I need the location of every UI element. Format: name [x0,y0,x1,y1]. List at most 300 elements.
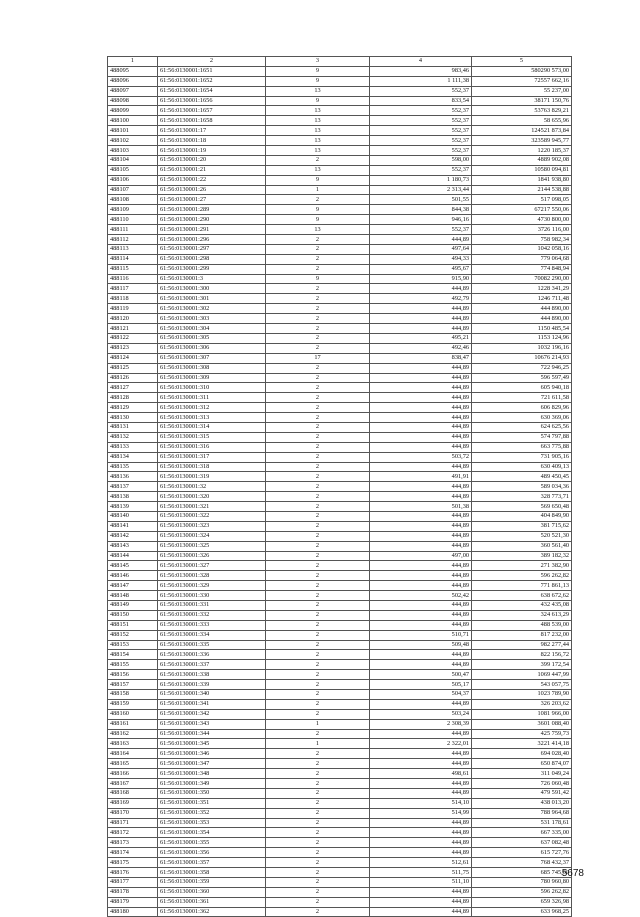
table-row [108,86,572,96]
table-cell: 488112 [108,235,158,245]
table-cell: 630 409,13 [472,462,572,472]
table-cell: 488106 [108,175,158,185]
table-cell: 61:56:0130001:326 [158,551,266,561]
table-cell: 596 262,82 [472,571,572,581]
table-row [108,828,572,838]
table-row [108,709,572,719]
table-cell: 444,89 [370,393,472,403]
table-cell: 2 [266,591,370,601]
table-cell: 61:56:0130001:349 [158,779,266,789]
table-cell: 61:56:0130001:333 [158,620,266,630]
table-cell: 13 [266,86,370,96]
table-row [108,769,572,779]
table-cell: 2 [266,521,370,531]
table-cell: 61:56:0130001:289 [158,205,266,215]
table-cell: 2 [266,561,370,571]
table-cell: 946,16 [370,215,472,225]
table-cell: 61:56:0130001:332 [158,610,266,620]
table-cell: 2 [266,610,370,620]
table-cell: 552,37 [370,146,472,156]
table-row [108,432,572,442]
table-cell: 982 277,44 [472,640,572,650]
table-cell: 488171 [108,818,158,828]
table-cell: 2 [266,571,370,581]
table-cell: 13 [266,146,370,156]
table-cell: 624 625,56 [472,422,572,432]
table-cell: 2 [266,462,370,472]
table-cell: 650 874,07 [472,759,572,769]
table-row [108,284,572,294]
table-cell: 2 [266,670,370,680]
table-cell: 61:56:0130001:1657 [158,106,266,116]
table-cell: 495,67 [370,264,472,274]
table-row [108,215,572,225]
table-cell: 360 561,40 [472,541,572,551]
table-row [108,482,572,492]
table-cell: 53763 829,21 [472,106,572,116]
table-cell: 444,89 [370,887,472,897]
table-cell: 488121 [108,324,158,334]
table-row [108,175,572,185]
table-cell: 758 982,34 [472,235,572,245]
table-row [108,531,572,541]
table-cell: 61:56:0130001:336 [158,650,266,660]
table-cell: 61:56:0130001:22 [158,175,266,185]
table-cell: 61:56:0130001:353 [158,818,266,828]
table-cell: 2 [266,403,370,413]
table-cell: 2 [266,442,370,452]
table-cell: 552,37 [370,165,472,175]
table-cell: 574 797,88 [472,432,572,442]
table-cell: 488150 [108,610,158,620]
table-cell: 13 [266,126,370,136]
table-cell: 61:56:0130001:313 [158,413,266,423]
table-cell: 444,89 [370,324,472,334]
table-cell: 61:56:0130001:314 [158,422,266,432]
table-cell: 779 064,68 [472,254,572,264]
table-cell: 444,89 [370,828,472,838]
table-cell: 552,37 [370,116,472,126]
data-table [107,56,572,917]
table-cell: 488096 [108,76,158,86]
table-cell: 1220 185,37 [472,146,572,156]
table-cell: 488117 [108,284,158,294]
table-cell: 9 [266,175,370,185]
table-row [108,126,572,136]
table-row [108,551,572,561]
table-cell: 17 [266,353,370,363]
table-cell: 510,71 [370,630,472,640]
table-cell: 13 [266,106,370,116]
table-cell: 2 [266,808,370,818]
table-header-row [108,57,572,67]
table-cell: 488157 [108,680,158,690]
table-cell: 61:56:0130001:3 [158,274,266,284]
table-cell: 497,64 [370,244,472,254]
table-cell: 2 [266,294,370,304]
table-cell: 488104 [108,155,158,165]
table-row [108,541,572,551]
table-row [108,383,572,393]
table-cell: 444,89 [370,660,472,670]
table-cell: 61:56:0130001:344 [158,729,266,739]
table-cell: 2 [266,343,370,353]
table-cell: 514,10 [370,798,472,808]
table-cell: 70082 290,00 [472,274,572,284]
table-row [108,779,572,789]
table-cell: 61:56:0130001:17 [158,126,266,136]
table-cell: 61:56:0130001:324 [158,531,266,541]
table-cell: 444,89 [370,571,472,581]
table-cell: 511,75 [370,868,472,878]
table-row [108,690,572,700]
table-cell: 497,00 [370,551,472,561]
table-cell: 61:56:0130001:27 [158,195,266,205]
table-cell: 444,89 [370,620,472,630]
table-row [108,610,572,620]
table-cell: 492,79 [370,294,472,304]
table-cell: 61:56:0130001:1658 [158,116,266,126]
table-cell: 488124 [108,353,158,363]
table-cell: 780 960,80 [472,877,572,887]
table-cell: 504,37 [370,690,472,700]
table-cell: 1246 711,48 [472,294,572,304]
table-cell: 495,21 [370,333,472,343]
table-row [108,185,572,195]
table-row [108,136,572,146]
table-cell: 491,91 [370,472,472,482]
table-cell: 685 745,00 [472,868,572,878]
table-cell: 488142 [108,531,158,541]
table-cell: 323589 945,77 [472,136,572,146]
table-cell: 844,38 [370,205,472,215]
table-cell: 488120 [108,314,158,324]
table-cell: 2 [266,779,370,789]
table-cell: 1841 938,80 [472,175,572,185]
table-cell: 488166 [108,769,158,779]
table-cell: 488134 [108,452,158,462]
table-cell: 9 [266,274,370,284]
table-cell: 1042 058,16 [472,244,572,254]
table-cell: 2 [266,709,370,719]
table-row [108,630,572,640]
table-cell: 326 203,62 [472,699,572,709]
table-row [108,492,572,502]
table-cell: 55 237,00 [472,86,572,96]
table-cell: 488107 [108,185,158,195]
table-cell: 61:56:0130001:298 [158,254,266,264]
table-cell: 503,72 [370,452,472,462]
table-cell: 2 [266,690,370,700]
table-row [108,620,572,630]
table-cell: 61:56:0130001:308 [158,363,266,373]
table-cell: 1 [266,719,370,729]
table-cell: 514,99 [370,808,472,818]
table-cell: 2 [266,798,370,808]
table-cell: 61:56:0130001:19 [158,146,266,156]
table-cell: 61:56:0130001:320 [158,492,266,502]
table-cell: 488135 [108,462,158,472]
table-row [108,581,572,591]
table-cell: 61:56:0130001:300 [158,284,266,294]
table-cell: 488178 [108,887,158,897]
table-cell: 2 [266,413,370,423]
table-cell: 488144 [108,551,158,561]
table-cell: 61:56:0130001:21 [158,165,266,175]
table-row [108,818,572,828]
table-cell: 2 [266,897,370,907]
table-row [108,333,572,343]
table-row [108,907,572,917]
table-cell: 615 727,76 [472,848,572,858]
table-cell: 488133 [108,442,158,452]
table-cell: 488111 [108,225,158,235]
table-row [108,788,572,798]
table-cell: 444,89 [370,432,472,442]
table-cell: 488167 [108,779,158,789]
table-cell: 552,37 [370,126,472,136]
table-row [108,511,572,521]
table-cell: 61:56:0130001:348 [158,769,266,779]
table-row [108,571,572,581]
table-row [108,294,572,304]
table-cell: 488176 [108,868,158,878]
table-row [108,235,572,245]
table-cell: 2 [266,868,370,878]
table-cell: 61:56:0130001:321 [158,502,266,512]
table-row [108,739,572,749]
table-cell: 488095 [108,66,158,76]
table-cell: 61:56:0130001:357 [158,858,266,868]
table-cell: 663 775,88 [472,442,572,452]
table-cell: 61:56:0130001:329 [158,581,266,591]
table-cell: 488126 [108,373,158,383]
table-cell: 2 [266,531,370,541]
table-cell: 444,89 [370,759,472,769]
table-cell: 444,89 [370,383,472,393]
table-cell: 61:56:0130001:327 [158,561,266,571]
table-row [108,442,572,452]
table-row [108,561,572,571]
table-cell: 2 308,39 [370,719,472,729]
table-cell: 444,89 [370,600,472,610]
table-row [108,502,572,512]
table-cell: 61:56:0130001:296 [158,235,266,245]
table-cell: 788 964,68 [472,808,572,818]
table-cell: 1228 341,29 [472,284,572,294]
table-row [108,165,572,175]
table-cell: 61:56:0130001:350 [158,788,266,798]
table-cell: 61:56:0130001:343 [158,719,266,729]
table-row [108,353,572,363]
table-cell: 61:56:0130001:360 [158,887,266,897]
table-cell: 488105 [108,165,158,175]
table-cell: 444,89 [370,284,472,294]
table-cell: 580290 573,00 [472,66,572,76]
table-cell: 4730 800,00 [472,215,572,225]
table-cell: 2 313,44 [370,185,472,195]
table-cell: 2 [266,759,370,769]
table-cell: 2 322,01 [370,739,472,749]
table-cell: 501,38 [370,502,472,512]
table-cell: 915,90 [370,274,472,284]
table-cell: 488149 [108,600,158,610]
table-row [108,373,572,383]
table-cell: 2 [266,284,370,294]
table-cell: 2 [266,511,370,521]
table-row [108,195,572,205]
table-cell: 444,89 [370,838,472,848]
table-cell: 488146 [108,571,158,581]
table-cell: 2 [266,551,370,561]
table-row [108,591,572,601]
table-cell: 494,33 [370,254,472,264]
table-cell: 3601 088,40 [472,719,572,729]
table-cell: 488125 [108,363,158,373]
table-cell: 3221 414,18 [472,739,572,749]
table-cell: 61:56:0130001:361 [158,897,266,907]
table-cell: 479 591,42 [472,788,572,798]
table-cell: 2 [266,600,370,610]
table-cell: 2 [266,195,370,205]
table-cell: 488165 [108,759,158,769]
table-cell: 2 [266,877,370,887]
table-row [108,343,572,353]
table-cell: 444,89 [370,462,472,472]
table-row [108,205,572,215]
table-cell: 444,89 [370,314,472,324]
table-row [108,848,572,858]
table-row [108,858,572,868]
table-row [108,887,572,897]
table-cell: 444,89 [370,581,472,591]
table-cell: 488102 [108,136,158,146]
table-cell: 488123 [108,343,158,353]
table-cell: 1069 447,99 [472,670,572,680]
table-cell: 444,89 [370,779,472,789]
table-cell: 61:56:0130001:309 [158,373,266,383]
table-cell: 543 057,75 [472,680,572,690]
table-cell: 605 940,18 [472,383,572,393]
table-cell: 2 [266,640,370,650]
table-cell: 488152 [108,630,158,640]
table-cell: 432 435,08 [472,600,572,610]
table-cell: 2 [266,472,370,482]
table-cell: 9 [266,96,370,106]
table-cell: 72557 662,16 [472,76,572,86]
table-cell: 444,89 [370,304,472,314]
table-row [108,304,572,314]
table-cell: 13 [266,225,370,235]
table-cell: 61:56:0130001:319 [158,472,266,482]
table-cell: 768 432,37 [472,858,572,868]
table-row [108,116,572,126]
table-cell: 489 450,45 [472,472,572,482]
table-cell: 1150 485,54 [472,324,572,334]
table-cell: 488138 [108,492,158,502]
table-cell: 1153 124,96 [472,333,572,343]
table-cell: 488164 [108,749,158,759]
table-cell: 822 156,72 [472,650,572,660]
table-row [108,877,572,887]
table-cell: 2 [266,769,370,779]
table-cell: 381 715,62 [472,521,572,531]
table-cell: 488130 [108,413,158,423]
table-cell: 9 [266,66,370,76]
table-cell: 505,17 [370,680,472,690]
table-cell: 488145 [108,561,158,571]
table-body [108,66,572,917]
table-cell: 61:56:0130001:291 [158,225,266,235]
table-cell: 488132 [108,432,158,442]
table-cell: 61:56:0130001:323 [158,521,266,531]
table-cell: 817 232,00 [472,630,572,640]
table-cell: 2 [266,304,370,314]
table-cell: 61:56:0130001:315 [158,432,266,442]
table-cell: 488136 [108,472,158,482]
table-row [108,660,572,670]
table-cell: 552,37 [370,106,472,116]
table-cell: 488108 [108,195,158,205]
table-cell: 2 [266,452,370,462]
table-cell: 444,89 [370,818,472,828]
table-cell: 61:56:0130001:1654 [158,86,266,96]
table-row [108,600,572,610]
table-cell: 488147 [108,581,158,591]
table-row [108,403,572,413]
table-cell: 444 890,00 [472,304,572,314]
table-cell: 425 759,73 [472,729,572,739]
table-cell: 61:56:0130001:328 [158,571,266,581]
table-cell: 61:56:0130001:356 [158,848,266,858]
table-cell: 4889 902,08 [472,155,572,165]
table-cell: 444,89 [370,749,472,759]
table-cell: 2 [266,660,370,670]
table-cell: 488140 [108,511,158,521]
table-row [108,413,572,423]
table-cell: 498,61 [370,769,472,779]
table-cell: 311 049,24 [472,769,572,779]
table-cell: 2 [266,502,370,512]
table-cell: 771 861,13 [472,581,572,591]
table-row [108,155,572,165]
table-cell: 10676 214,93 [472,353,572,363]
table-cell: 488179 [108,897,158,907]
table-cell: 2 [266,620,370,630]
table-cell: 2 [266,235,370,245]
table-row [108,670,572,680]
table-row [108,363,572,373]
table-cell: 61:56:0130001:304 [158,324,266,334]
table-cell: 2 [266,333,370,343]
table-row [108,225,572,235]
table-cell: 520 521,30 [472,531,572,541]
table-cell: 2 [266,393,370,403]
table-cell: 488168 [108,788,158,798]
table-cell: 517 098,05 [472,195,572,205]
table-cell: 444,89 [370,729,472,739]
table-cell: 2 [266,264,370,274]
table-cell: 488180 [108,907,158,917]
table-cell: 328 773,71 [472,492,572,502]
table-cell: 488098 [108,96,158,106]
table-cell: 444,89 [370,788,472,798]
table-cell: 444,89 [370,373,472,383]
table-cell: 488177 [108,877,158,887]
table-cell: 61:56:0130001:334 [158,630,266,640]
table-cell: 488 539,00 [472,620,572,630]
table-cell: 1 [266,185,370,195]
